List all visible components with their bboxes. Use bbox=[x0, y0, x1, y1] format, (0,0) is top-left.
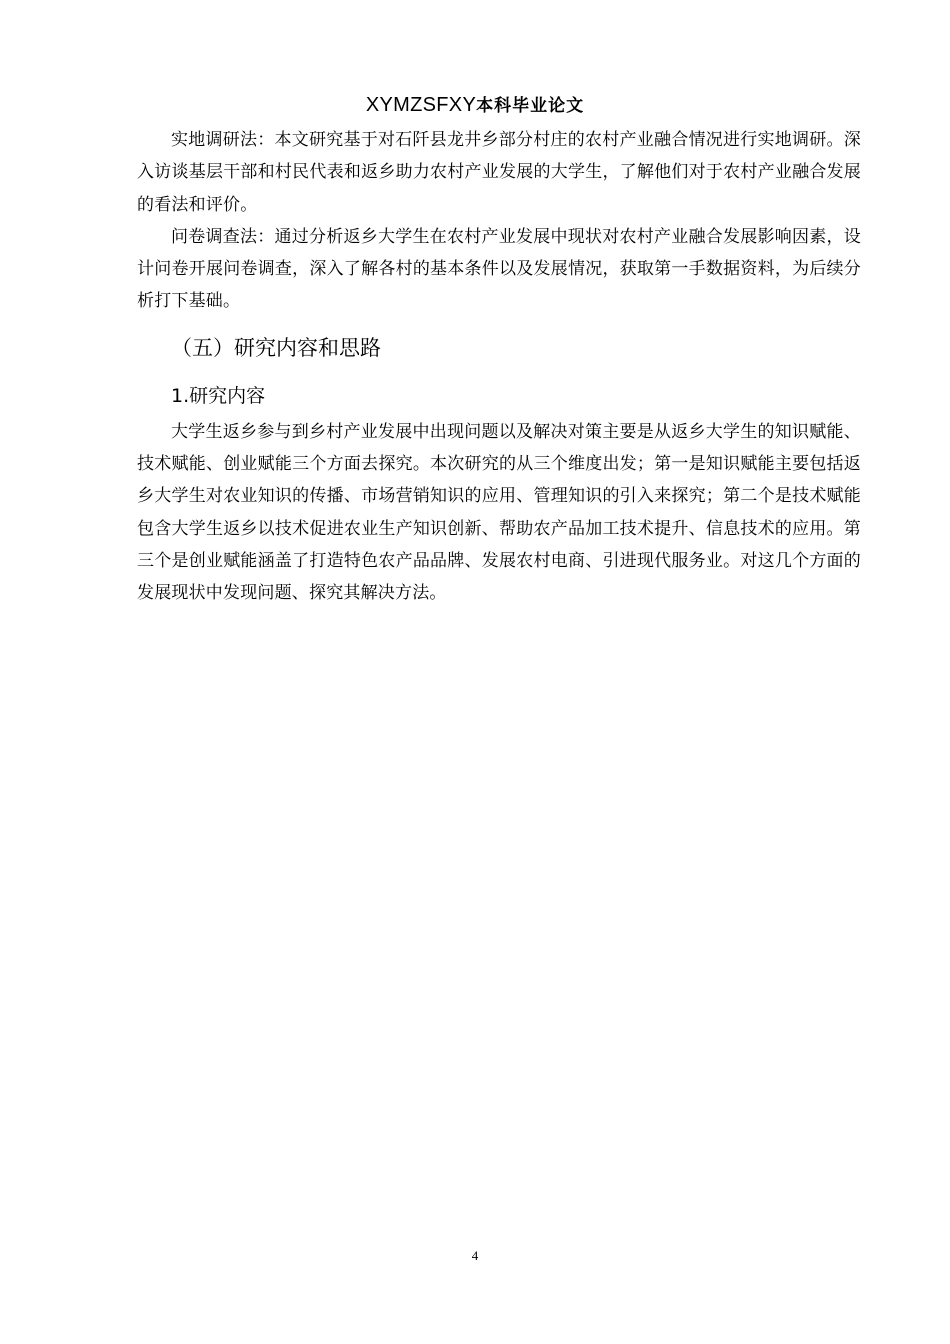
section-heading: （五）研究内容和思路 bbox=[171, 335, 381, 360]
header-title: 本科毕业论文 bbox=[476, 96, 585, 116]
page-content bbox=[137, 124, 861, 610]
paragraph-questionnaire: 问卷调查法：通过分析返乡大学生在农村产业发展中现状对农村产业融合发展影响因素，设计问卷开展问卷调查，深入了解各村的基本条件以及发展情况，获取第一手数据资料，为后续分析打下基础。 bbox=[137, 226, 861, 312]
subsection-heading: 1.研究内容 bbox=[171, 384, 266, 407]
page-number: 4 bbox=[471, 1248, 479, 1263]
header-code: XYMZSFXY bbox=[365, 94, 477, 116]
paragraph-field-research: 实地调研法：本文研究基于对石阡县龙井乡部分村庄的农村产业融合情况进行实地调研。深入访谈基层干部和村民代表和返乡助力农村产业发展的大学生，了解他们对于农村产业融合发展的看法和评价。 bbox=[137, 130, 861, 215]
page-header bbox=[0, 92, 950, 119]
paragraph-research-content: 大学生返乡参与到乡村产业发展中出现问题以及解决对策主要是从返乡大学生的知识赋能、技术赋能、创业赋能三个方面去探究。本次研究的从三个维度出发；第一是知识赋能主要包括返乡大学生对农业知识的传播、市场营销知识的应用、管理知识的引入来探究；第二个是技术赋能包含大学生返乡以技术促进农业生产知识创新、帮助农产品加工技术提升、信息技术的应用。第三个是创业赋能涵盖了打造特色农产品品牌、发展农村电商、引进现代服务业。对这几个方面的发展现状中发现问题、探究其解决方法。 bbox=[137, 421, 861, 604]
